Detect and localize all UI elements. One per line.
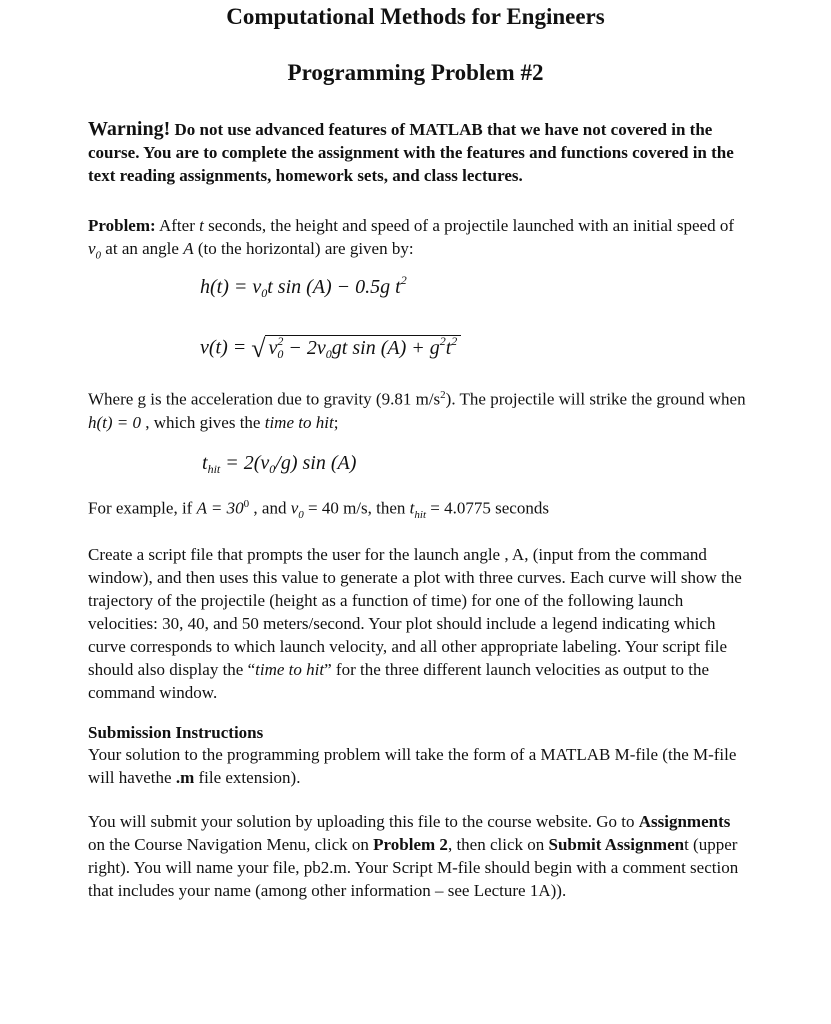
submission-paragraph: [88, 743, 738, 789]
submission-text-1: Your solution to the programming problem will take the form of a MATLAB M-file (the M-file will havethe: [88, 745, 737, 787]
where-text-1: Where g is the acceleration due to gravity (9.81 m/s: [88, 389, 441, 409]
problem-var-A: A: [183, 239, 194, 258]
speed-eq-rad-1-sup: 2: [277, 334, 284, 348]
speed-eq-rad-4-sup: 2: [451, 334, 458, 348]
thit-rhs-2: /g) sin (A): [275, 452, 357, 474]
thit-t: t: [202, 452, 208, 474]
submission-text-2: file extension).: [194, 768, 301, 787]
problem-paragraph: [88, 214, 748, 267]
where-paragraph: [88, 384, 748, 434]
speed-eq-rad-3: gt sin (A) + g: [331, 337, 440, 359]
example-text-1: For example, if: [88, 498, 197, 518]
task-text-2: ” for the three different launch velocities as output to the command window.: [88, 660, 709, 702]
where-sup: 2: [440, 389, 446, 401]
speed-eq-rad-4: t: [445, 337, 452, 359]
example-angle: A = 30: [196, 498, 244, 518]
height-eq-lhs: h(t) = v: [200, 276, 262, 298]
example-text-4: = 4.0775 seconds: [426, 498, 549, 518]
problem-text-3: at an angle: [101, 239, 184, 258]
time-to-hit-equation: [202, 452, 356, 475]
where-condition: h(t) = 0: [88, 412, 142, 432]
example-text-3: = 40 m/s, then: [303, 498, 410, 518]
problem-var-t: t: [199, 216, 204, 235]
example-text-2: , and: [249, 498, 291, 518]
final-paragraph: [88, 810, 748, 902]
where-text-3: , which gives the: [141, 412, 265, 432]
problem-var-v0-sub: 0: [95, 249, 102, 262]
problem-label: Problem:: [88, 216, 156, 235]
submit-assignment-label: Submit Assignmen: [548, 835, 685, 854]
submission-extension: .m: [175, 768, 195, 787]
speed-eq-rad-1-sub: 0: [277, 347, 284, 361]
thit-rhs-sub: 0: [269, 462, 276, 476]
document-subtitle: Programming Problem #2: [287, 60, 544, 85]
task-paragraph: [88, 543, 748, 704]
thit-rhs-1: = 2(v: [220, 452, 270, 474]
final-text-4: t (upper right). You will name your file, pb2.m. Your Script M-file should begin with a comment section that includes your name (among other information – see Lecture 1A)).: [88, 835, 739, 900]
thit-sub: hit: [207, 462, 221, 476]
height-equation: [200, 273, 407, 300]
submission-heading: Submission Instructions: [88, 723, 264, 742]
speed-eq-rad-3-sup: 2: [439, 334, 446, 348]
where-time-to-hit: time to hit: [264, 412, 334, 432]
final-text-2: on the Course Navigation Menu, click on: [88, 835, 374, 854]
height-eq-sub: 0: [261, 286, 268, 300]
task-time-to-hit: time to hit: [255, 660, 325, 679]
sqrt-symbol: √ $v^2_0 - 2v_0gt$ $\sin (A) + g^2t^2$: [251, 334, 461, 364]
warning-paragraph: [88, 118, 748, 187]
task-text-1: Create a script file that prompts the user for the launch angle , A, (input from the command window), and then uses this value to generate a plot with three curves. Each curve will show the trajectory of the projectile (height as a function of time) for one of the following launch velocities: 30, 40, and 50 meters/second. Your plot should include a legend indicating which curve corresponds to which launch velocity, and all other appropriate labeling. Your script file should also display the “: [88, 545, 742, 679]
example-degree: 0: [243, 498, 250, 510]
warning-text: Do not use advanced features of MATLAB that we have not covered in the course. You are to complete the assignment with the features and functions covered in the text reading assignments, homework sets, and class lectures.: [88, 120, 734, 185]
final-text-1: You will submit your solution by uploading this file to the course website. Go to: [88, 812, 639, 831]
example-line: [88, 498, 549, 521]
speed-eq-rad-2: − 2v: [283, 337, 326, 359]
speed-eq-lhs: v(t) =: [200, 336, 252, 359]
final-text-3: , then click on: [447, 835, 549, 854]
where-text-4: ;: [333, 412, 339, 432]
assignments-label: Assignments: [638, 812, 731, 831]
speed-equation: [200, 334, 461, 364]
problem-var-v0: v: [88, 239, 96, 258]
height-eq-mid: t sin (A) − 0.5g t: [267, 276, 401, 298]
speed-eq-rad-1: v: [268, 337, 278, 359]
height-eq-sup: 2: [400, 273, 407, 287]
speed-eq-rad-2-sub: 0: [325, 347, 332, 361]
example-t: t: [409, 498, 415, 518]
problem-2-label: Problem 2: [373, 835, 448, 854]
where-text-2: ). The projectile will strike the ground when: [445, 389, 746, 409]
problem-text-4: (to the horizontal) are given by:: [193, 239, 414, 258]
example-t-sub: hit: [414, 509, 427, 522]
document-title: Computational Methods for Engineers: [226, 4, 605, 29]
problem-text-2: seconds, the height and speed of a projectile launched with an initial speed of: [203, 216, 734, 235]
problem-text-1: After: [155, 216, 200, 235]
example-v0-sub: 0: [298, 509, 304, 522]
example-v0: v: [290, 498, 299, 518]
warning-lead: Warning!: [88, 118, 171, 140]
